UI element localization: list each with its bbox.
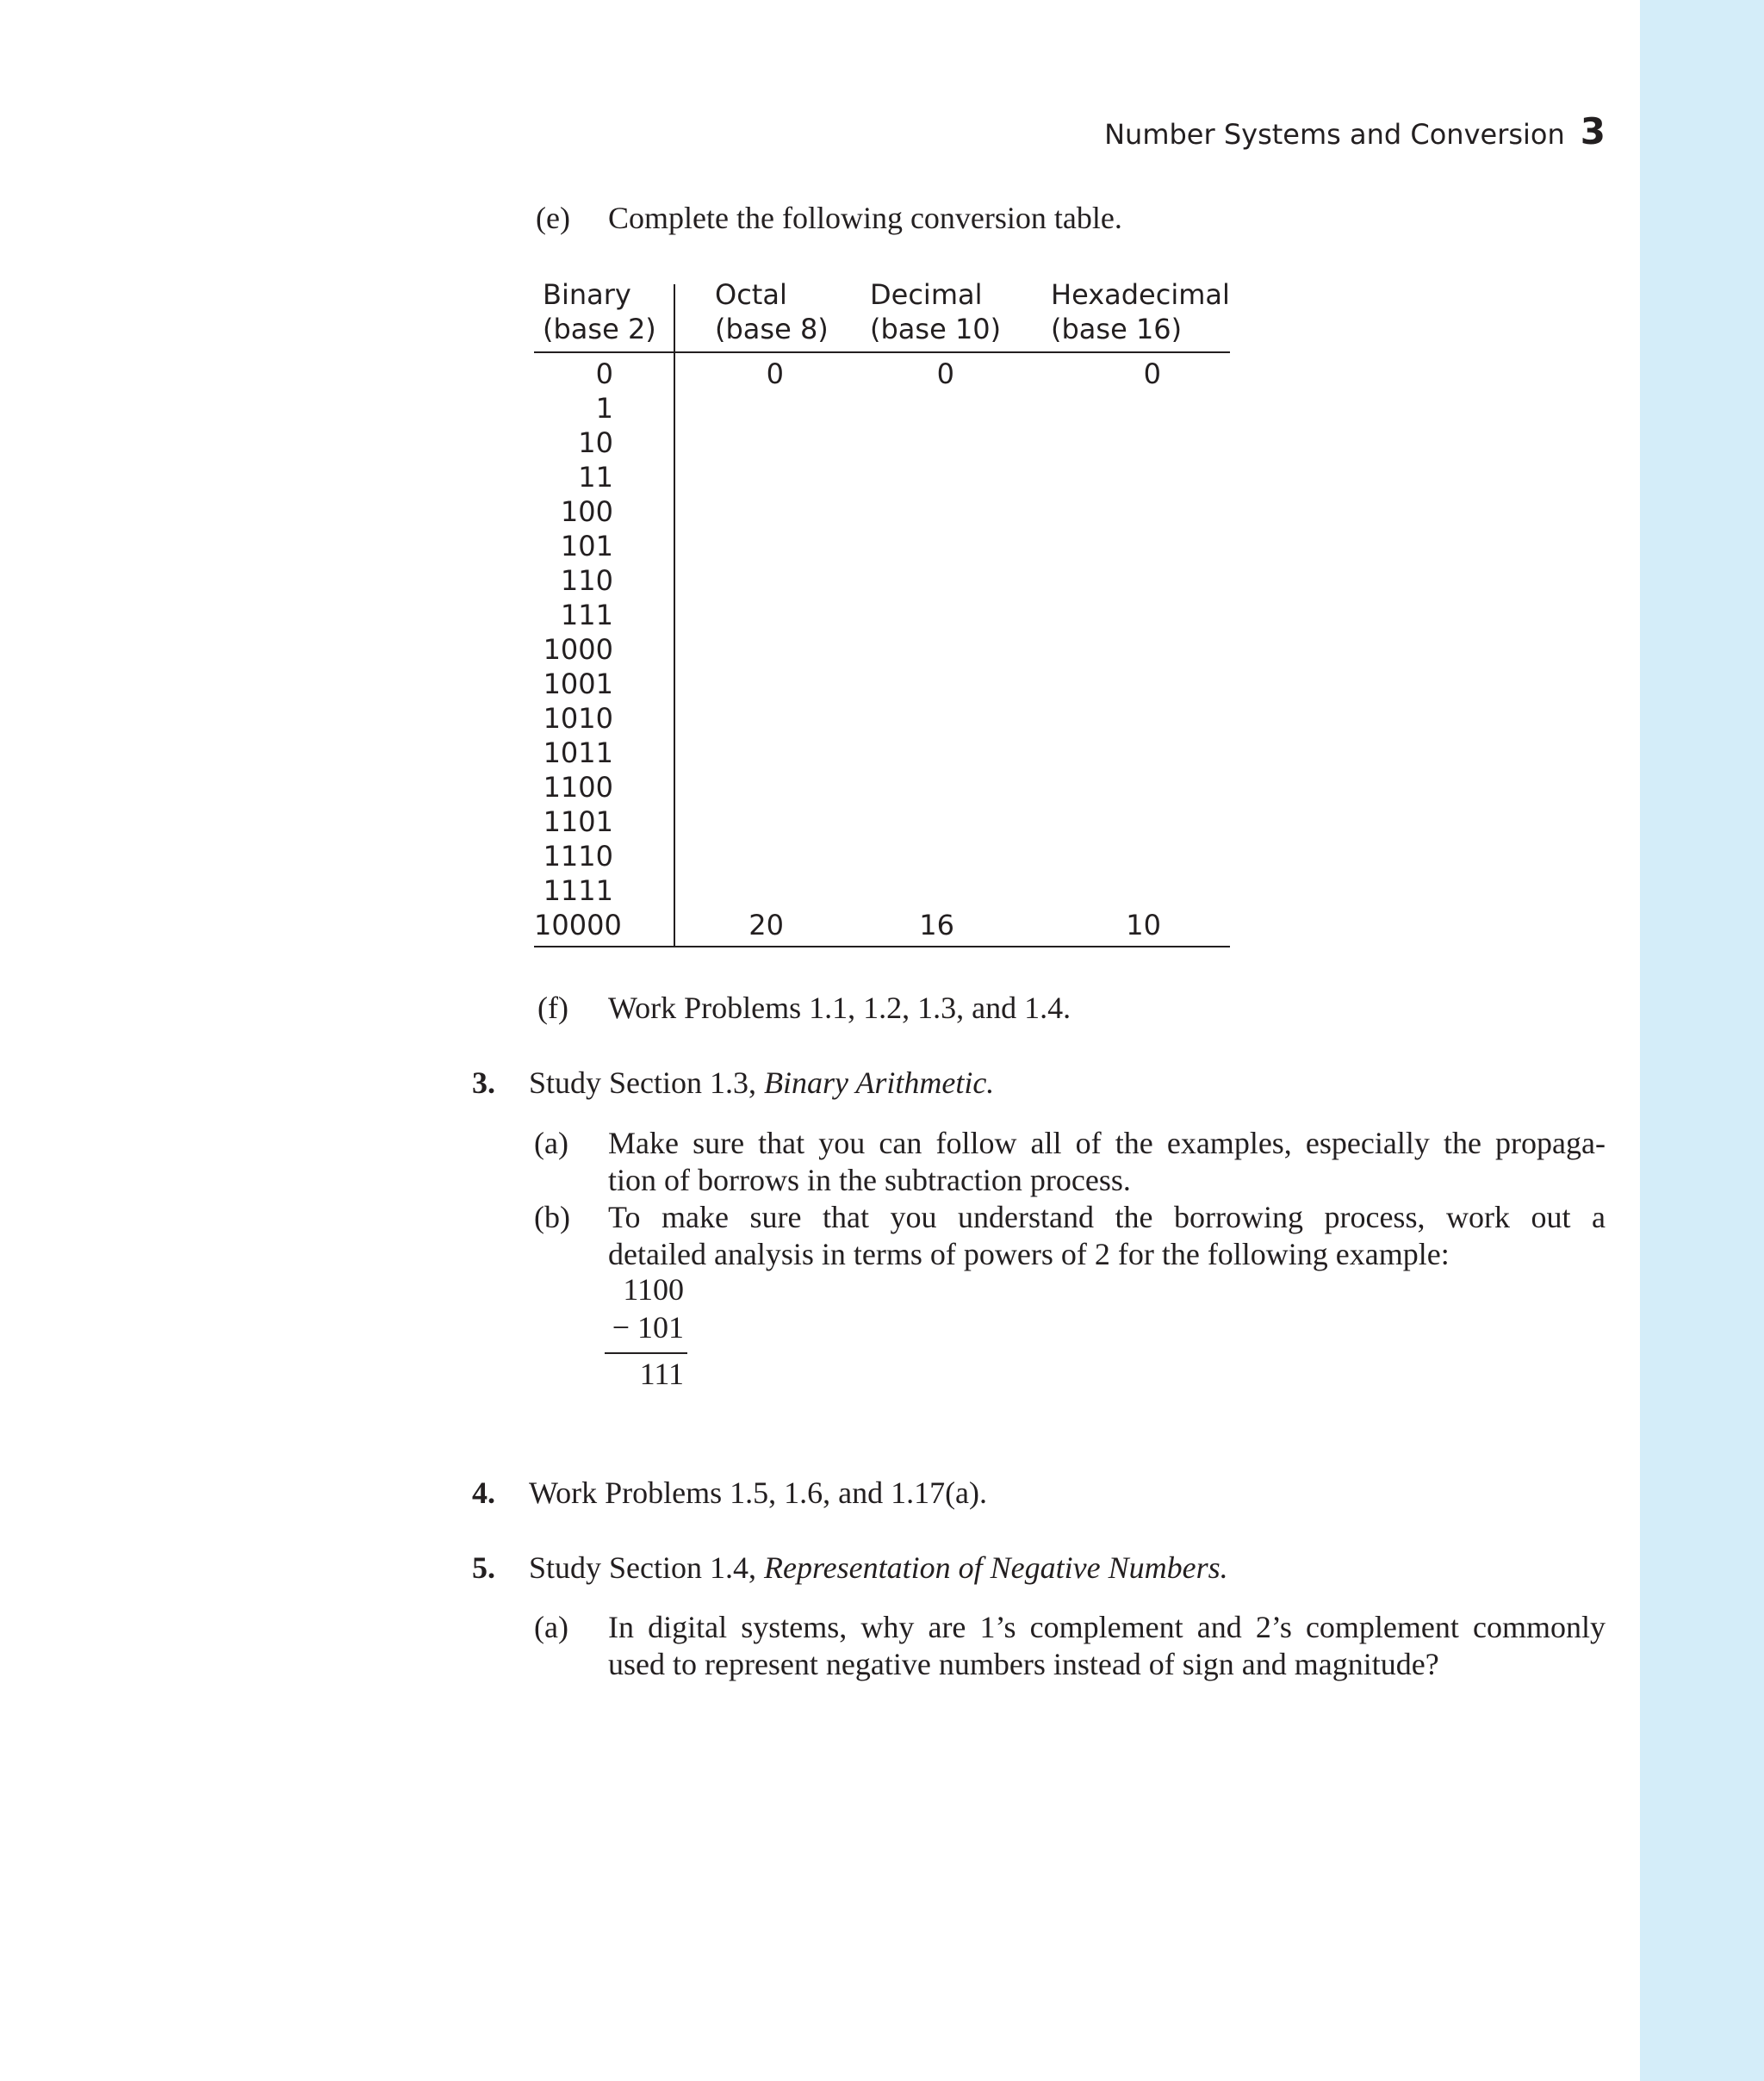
binary-cell: 101 xyxy=(560,530,613,562)
binary-cell: 1010 xyxy=(543,702,613,735)
step-3a xyxy=(534,1125,1606,1202)
hexadecimal-cell-last: 10 xyxy=(1126,909,1161,941)
binary-cell: 110 xyxy=(560,564,613,597)
running-head xyxy=(1104,110,1606,152)
conversion-table xyxy=(534,277,1230,947)
item-f-text: Work Problems 1.1, 1.2, 1.3, and 1.4. xyxy=(608,991,1071,1025)
header-octal-line1: Octal xyxy=(715,278,787,311)
step-3-text xyxy=(529,1065,994,1102)
header-hexadecimal-line2: (base 16) xyxy=(1051,313,1183,345)
step-5a-line2: used to represent negative numbers instead of sign and magnitude? xyxy=(608,1647,1439,1681)
subtraction-result: 111 xyxy=(639,1357,684,1391)
octal-cell-last: 20 xyxy=(748,909,784,941)
header-octal xyxy=(715,277,829,346)
step-5a-label: (a) xyxy=(534,1610,568,1644)
binary-cell: 1110 xyxy=(543,840,613,873)
table-header-rule xyxy=(534,351,1230,353)
step-4-text: Work Problems 1.5, 1.6, and 1.17(a). xyxy=(529,1475,988,1510)
header-octal-line2: (base 8) xyxy=(715,313,829,345)
item-e-text: Complete the following conversion table. xyxy=(608,201,1122,235)
step-5-section-title: Representation of Negative Numbers. xyxy=(764,1550,1228,1585)
step-3a-label: (a) xyxy=(534,1126,568,1160)
running-head-title: Number Systems and Conversion xyxy=(1104,118,1565,151)
step-3b-line2: detailed analysis in terms of powers of 2 for the following example: xyxy=(608,1237,1450,1271)
binary-cell: 100 xyxy=(560,495,613,528)
step-3-section-title: Binary Arithmetic. xyxy=(764,1065,995,1100)
page-number: 3 xyxy=(1580,110,1606,152)
header-decimal-line2: (base 10) xyxy=(870,313,1002,345)
step-5a xyxy=(534,1609,1606,1687)
binary-cell: 1111 xyxy=(543,874,613,907)
decimal-cell-last: 16 xyxy=(919,909,954,941)
step-5-text xyxy=(529,1550,1228,1587)
step-3b-text xyxy=(608,1199,1606,1273)
item-e-label: (e) xyxy=(536,201,570,235)
header-decimal xyxy=(870,277,1001,346)
binary-cell: 1 xyxy=(595,392,613,425)
header-hexadecimal xyxy=(1051,277,1230,346)
binary-cell: 10000 xyxy=(534,909,622,941)
binary-cell: 1101 xyxy=(543,805,613,838)
binary-cell: 10 xyxy=(578,426,613,459)
item-f-label: (f) xyxy=(537,991,568,1025)
header-decimal-line1: Decimal xyxy=(870,278,983,311)
hexadecimal-cell-first: 0 xyxy=(1143,357,1161,390)
binary-cell: 1011 xyxy=(543,736,613,769)
binary-cell: 1000 xyxy=(543,633,613,666)
step-3a-line2: tion of borrows in the subtraction process. xyxy=(608,1163,1131,1197)
step-5-number: 5. xyxy=(472,1550,495,1585)
step-3b-line1: To make sure that you understand the borrowing process, work out a xyxy=(608,1200,1606,1234)
binary-cell: 11 xyxy=(578,461,613,494)
header-hexadecimal-line1: Hexadecimal xyxy=(1051,278,1230,311)
header-binary xyxy=(543,277,656,346)
step-4-number: 4. xyxy=(472,1475,495,1510)
step-3a-line1: Make sure that you can follow all of the examples, especially the propaga- xyxy=(608,1126,1606,1160)
binary-cell: 1100 xyxy=(543,771,613,804)
step-3b-label: (b) xyxy=(534,1200,570,1234)
octal-cell-first: 0 xyxy=(766,357,784,390)
margin-band xyxy=(1640,0,1764,2081)
table-column-divider xyxy=(674,284,675,947)
binary-cell: 0 xyxy=(595,357,613,390)
subtraction-minuend: 1100 xyxy=(623,1272,684,1307)
binary-cell: 111 xyxy=(560,599,613,631)
header-binary-line2: (base 2) xyxy=(543,313,656,345)
step-5-label: Study Section 1.4, xyxy=(529,1550,757,1585)
step-3a-text xyxy=(608,1125,1606,1199)
step-3-label: Study Section 1.3, xyxy=(529,1065,757,1100)
table-bottom-rule xyxy=(534,946,1230,947)
decimal-cell-first: 0 xyxy=(936,357,954,390)
step-5a-text xyxy=(608,1609,1606,1683)
step-3-number: 3. xyxy=(472,1065,495,1100)
step-3b xyxy=(534,1199,1606,1277)
binary-cell: 1001 xyxy=(543,668,613,700)
subtraction-rule xyxy=(605,1352,687,1354)
step-5a-line1: In digital systems, why are 1’s complement and 2’s complement commonly xyxy=(608,1610,1606,1644)
subtraction-subtrahend: − 101 xyxy=(612,1310,684,1345)
header-binary-line1: Binary xyxy=(543,278,631,311)
